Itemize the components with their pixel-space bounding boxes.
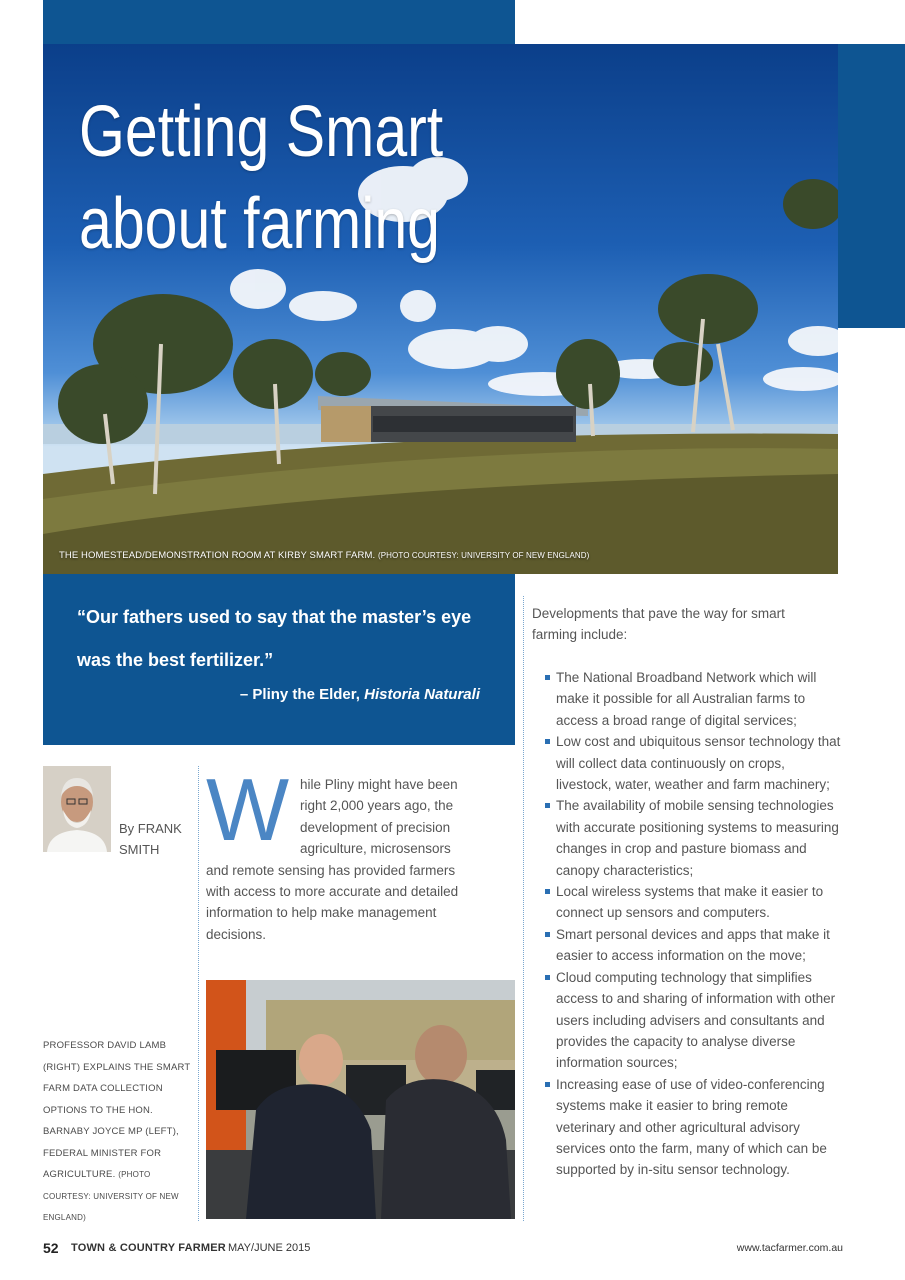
column-divider-right — [523, 596, 524, 1221]
article-headline: Getting Smart about farming — [79, 92, 444, 264]
developments-list — [544, 667, 844, 1181]
hero-photo — [43, 44, 838, 574]
page-number: 52 — [43, 1240, 59, 1256]
list-item: Low cost and ubiquitous sensor technology that will collect data continuously on crops, livestock, water, weather and farm machinery; — [544, 731, 844, 795]
body-line: development of precision — [300, 819, 451, 835]
list-item: Local wireless systems that make it easier to connect up sensors and computers. — [544, 881, 844, 924]
developments-intro: Developments that pave the way for smart farming include: — [532, 606, 785, 643]
byline-line-1: By FRANK — [119, 821, 182, 836]
photo-caption — [43, 1035, 193, 1229]
quote-attribution — [240, 686, 480, 703]
hero-caption-text: THE HOMESTEAD/DEMONSTRATION ROOM AT KIRBY SMART FARM. — [59, 550, 376, 561]
side-color-band — [838, 44, 905, 328]
author-photo — [43, 766, 111, 852]
byline — [119, 818, 182, 860]
quote-work-title: Historia Naturali — [364, 686, 480, 703]
byline-line-2: SMITH — [119, 842, 160, 857]
body-line: right 2,000 years ago, the — [300, 798, 454, 814]
quote-author: – Pliny the Elder, — [239, 686, 360, 703]
issue-date: MAY/JUNE 2015 — [228, 1242, 311, 1254]
quote-text: “Our fathers used to say that the master’s eye was the best fertilizer.” — [77, 607, 472, 670]
page-footer — [43, 1240, 843, 1260]
list-item: The availability of mobile sensing technologies with accurate positioning systems to measuring changes in crop and pasture biomass and canopy characteristics; — [544, 795, 844, 881]
column-divider-left — [198, 766, 199, 1221]
list-item: Increasing ease of use of video-conferencing systems make it easier to bring remote veterinary and other agricultural advisory services onto the farm, many of which can be supported by in-situ sensor technology. — [544, 1074, 844, 1181]
body-line: agriculture, microsensors — [300, 841, 451, 857]
meeting-photo — [206, 980, 515, 1219]
list-item: Cloud computing technology that simplifies access to and sharing of information with other users including advisers and consultants and provides the capacity to analyse diverse information sources; — [544, 967, 844, 1074]
pull-quote — [43, 574, 515, 745]
article-body — [206, 774, 478, 945]
hero-photo-caption — [59, 550, 589, 561]
magazine-name: TOWN & COUNTRY FARMER — [71, 1242, 226, 1254]
hero-caption-credit: (PHOTO COURTESY: UNIVERSITY OF NEW ENGLAND) — [377, 551, 590, 560]
top-color-band — [43, 0, 515, 44]
drop-cap: W — [206, 760, 290, 859]
photo-caption-text: PROFESSOR DAVID LAMB (RIGHT) EXPLAINS THE SMART FARM DATA COLLECTION OPTIONS TO THE HON. BARNABY JOYCE MP (LEFT), FEDERAL MINISTER FOR AGRICULTURE. — [43, 1040, 191, 1180]
body-line: hile Pliny might have been — [300, 777, 458, 792]
website-link[interactable]: www.tacfarmer.com.au — [736, 1242, 843, 1254]
photo-caption-credit: (PHOTO COURTESY: UNIVERSITY OF NEW ENGLAND) — [43, 1170, 179, 1222]
body-paragraph-rest: and remote sensing has provided farmers with access to more accurate and detailed information to help make management decisions. — [206, 862, 459, 942]
list-item: Smart personal devices and apps that make it easier to access information on the move; — [544, 924, 844, 967]
list-item: The National Broadband Network which will make it possible for all Australian farms to access a broad range of digital services; — [544, 667, 844, 731]
